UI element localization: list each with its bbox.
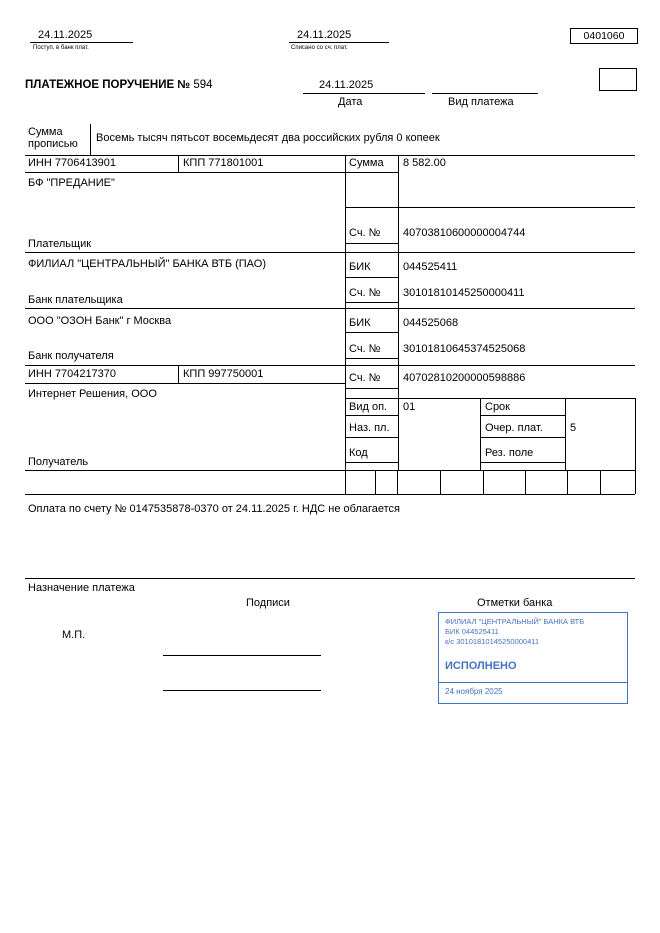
document-title-label: ПЛАТЕЖНОЕ ПОРУЧЕНИЕ № xyxy=(25,79,191,91)
payer-bank-account: 30101810145250000411 xyxy=(403,287,525,299)
payee-bank-bik-label: БИК xyxy=(349,317,371,329)
debited-date-label: Списано со сч. плат. xyxy=(291,45,348,51)
divider xyxy=(345,207,635,208)
field-cell-divider xyxy=(483,470,484,494)
divider xyxy=(178,365,179,383)
stamp-status: ИСПОЛНЕНО xyxy=(445,660,517,672)
field-cell-divider xyxy=(635,470,636,494)
stamp-divider xyxy=(439,682,627,683)
divider xyxy=(345,358,398,359)
divider xyxy=(178,155,179,172)
amount-value: 8 582.00 xyxy=(403,157,446,169)
divider xyxy=(432,93,538,94)
stamp-bank-name: ФИЛИАЛ "ЦЕНТРАЛЬНЫЙ" БАНКА ВТБ xyxy=(445,617,585,626)
code-label: Код xyxy=(349,447,368,459)
divider xyxy=(635,398,636,470)
divider xyxy=(345,243,398,244)
amount-in-words: Восемь тысяч пятьсот восемьдесят два российских рубля 0 копеек xyxy=(96,132,440,144)
divider xyxy=(90,124,91,155)
stamp-date: 24 ноября 2025 xyxy=(445,687,503,696)
reserve-field-label: Рез. поле xyxy=(485,447,534,459)
received-date: 24.11.2025 xyxy=(38,29,93,41)
payee-bank-name: ООО "ОЗОН Банк" г Москва xyxy=(28,315,172,327)
received-date-label: Поступ. в банк плат. xyxy=(33,45,89,51)
divider xyxy=(480,415,565,416)
payment-purpose-label: Назначение платежа xyxy=(28,582,135,594)
divider xyxy=(480,462,565,463)
payee-account: 40702810200000598886 xyxy=(403,372,526,384)
payee-bank-account: 30101810645374525068 xyxy=(403,343,526,355)
payment-purpose-text: Оплата по счету № 0147535878-0370 от 24.11.2025 г. НДС не облагается xyxy=(28,503,400,515)
divider xyxy=(345,302,398,303)
purpose-code-label: Наз. пл. xyxy=(349,422,390,434)
amount-words-label-2: прописью xyxy=(28,138,78,150)
payment-kind-label: Вид платежа xyxy=(448,96,514,108)
divider xyxy=(345,398,635,399)
payer-account: 40703810600000004744 xyxy=(403,227,526,239)
op-kind-label: Вид оп. xyxy=(349,401,388,413)
field-cell-divider xyxy=(567,470,568,494)
bank-marks-label: Отметки банка xyxy=(477,597,553,609)
payee-account-label: Сч. № xyxy=(349,372,381,384)
priority-value: 5 xyxy=(570,422,577,434)
payer-account-label: Сч. № xyxy=(349,227,381,239)
document-title xyxy=(25,79,213,92)
payee-name: Интернет Решения, ООО xyxy=(28,388,157,400)
divider xyxy=(25,155,635,156)
divider xyxy=(345,172,398,173)
bank-stamp xyxy=(438,612,628,704)
stamp-bik: БИК 044525411 xyxy=(445,627,499,636)
divider xyxy=(25,383,345,384)
payer-bank-section-label: Банк плательщика xyxy=(28,294,123,306)
divider xyxy=(480,398,481,470)
divider xyxy=(345,462,398,463)
divider xyxy=(25,252,635,253)
payment-kind-box xyxy=(599,68,637,91)
divider xyxy=(345,437,398,438)
divider xyxy=(398,155,399,470)
field-cell-divider xyxy=(440,470,441,494)
divider xyxy=(25,308,635,309)
payer-kpp: КПП 771801001 xyxy=(183,157,264,169)
debited-date: 24.11.2025 xyxy=(297,29,352,41)
mp-label: М.П. xyxy=(62,629,86,641)
divider xyxy=(345,277,398,278)
payer-bank-bik-label: БИК xyxy=(349,261,371,273)
field-cell-divider xyxy=(600,470,601,494)
divider xyxy=(25,494,635,495)
document-title-number: 594 xyxy=(193,79,213,91)
stamp-corr-account: к/с 30101810145250000411 xyxy=(445,637,540,646)
divider xyxy=(25,365,635,366)
amount-words-label-1: Сумма xyxy=(28,126,63,138)
field-cell-divider xyxy=(397,470,398,494)
divider xyxy=(25,470,635,471)
payee-bank-bik: 044525068 xyxy=(403,317,459,329)
divider xyxy=(345,388,398,389)
payer-name: БФ "ПРЕДАНИЕ" xyxy=(28,177,115,189)
divider xyxy=(480,437,565,438)
payee-inn: ИНН 7704217370 xyxy=(28,368,117,380)
op-kind-value: 01 xyxy=(403,401,416,413)
payer-section-label: Плательщик xyxy=(28,238,92,250)
divider xyxy=(25,578,635,579)
term-label: Срок xyxy=(485,401,510,413)
signature-line xyxy=(163,655,321,656)
payee-section-label: Получатель xyxy=(28,456,89,468)
divider xyxy=(345,415,398,416)
payer-bank-account-label: Сч. № xyxy=(349,287,381,299)
divider xyxy=(345,332,398,333)
payee-kpp: КПП 997750001 xyxy=(183,368,264,380)
divider xyxy=(289,42,389,43)
payer-bank-bik: 044525411 xyxy=(403,261,458,273)
divider xyxy=(30,42,133,43)
signatures-label: Подписи xyxy=(246,597,290,609)
priority-label: Очер. плат. xyxy=(485,422,543,434)
payee-bank-section-label: Банк получателя xyxy=(28,350,114,362)
divider xyxy=(565,398,566,470)
date-label: Дата xyxy=(338,96,363,108)
form-code: 0401060 xyxy=(583,30,625,42)
payer-bank-name: ФИЛИАЛ "ЦЕНТРАЛЬНЫЙ" БАНКА ВТБ (ПАО) xyxy=(28,258,266,270)
payee-bank-account-label: Сч. № xyxy=(349,343,381,355)
field-cell-divider xyxy=(375,470,376,494)
form-code-box xyxy=(570,28,638,44)
divider xyxy=(25,172,345,173)
divider xyxy=(303,93,425,94)
field-cell-divider xyxy=(525,470,526,494)
payer-inn: ИНН 7706413901 xyxy=(28,157,117,169)
amount-label: Сумма xyxy=(349,157,384,169)
document-date: 24.11.2025 xyxy=(319,79,374,91)
divider xyxy=(345,155,346,494)
signature-line xyxy=(163,690,321,691)
